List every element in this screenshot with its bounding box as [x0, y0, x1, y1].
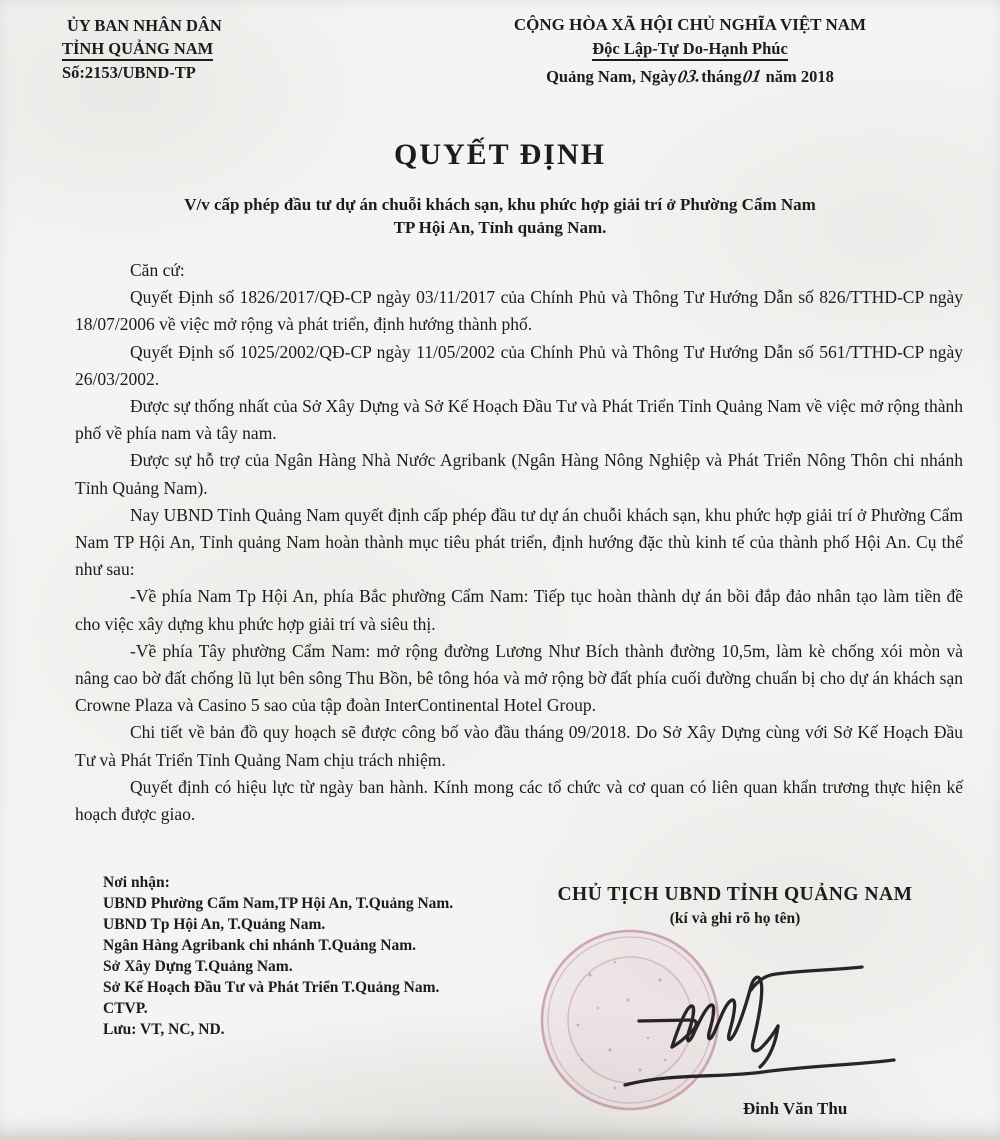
recipient-line: Ngân Hàng Agribank chi nhánh T.Quảng Nam.	[103, 937, 416, 954]
issuing-authority-block	[62, 14, 222, 84]
document-title: QUYẾT ĐỊNH	[394, 138, 606, 171]
month-label: tháng	[701, 67, 742, 86]
subtitle-line1: V/v cấp phép đầu tư dự án chuỗi khách sạn, khu phức hợp giải trí ở Phường Cẩm Nam	[184, 195, 816, 214]
handwritten-day: 03.	[676, 65, 703, 87]
official-stamp-and-signature	[520, 920, 920, 1130]
recipient-line: Sở Kế Hoạch Đầu Tư và Phát Triển T.Quảng Nam.	[103, 979, 440, 996]
signer-title: CHỦ TỊCH UBND TỈNH QUẢNG NAM	[557, 884, 913, 905]
body-paragraph: Quyết Định số 1025/2002/QĐ-CP ngày 11/05/2002 của Chính Phủ và Thông Tư Hướng Dẫn số 561/TTHD-CP ngày 26/03/2002.	[75, 341, 963, 389]
national-motto-line2: Độc Lập-Tự Do-Hạnh Phúc	[455, 39, 925, 59]
recipient-line: UBND Phường Cẩm Nam,TP Hội An, T.Quảng Nam.	[103, 895, 454, 912]
body-paragraph: Được sự hỗ trợ của Ngân Hàng Nhà Nước Agribank (Ngân Hàng Nông Nghiệp và Phát Triển Nông Thôn chi nhánh Tỉnh Quảng Nam).	[75, 450, 963, 498]
body-paragraph: -Về phía Nam Tp Hội An, phía Bắc phường Cẩm Nam: Tiếp tục hoàn thành dự án bồi đắp đảo nhân tạo làm tiền đề cho việc xây dựng khu phức hợp giải trí và siêu thị.	[75, 586, 963, 634]
document-body	[75, 257, 963, 828]
date-prefix: Quảng Nam, Ngày	[546, 67, 677, 86]
recipient-line: CTVP.	[103, 1000, 148, 1017]
date-line	[455, 66, 925, 87]
recipient-line: UBND Tp Hội An, T.Quảng Nam.	[103, 916, 326, 933]
year-suffix: năm 2018	[765, 67, 834, 86]
authority-province: TỈNH QUẢNG NAM	[62, 37, 222, 60]
signer-name: Đinh Văn Thu	[743, 1099, 848, 1118]
body-paragraph: Chi tiết về bản đồ quy hoạch sẽ được công bố vào đầu tháng 09/2018. Do Sở Xây Dựng cùng với Sở Kế Hoạch Đầu Tư và Phát Triển Tỉnh Quảng Nam chịu trách nhiệm.	[75, 722, 963, 770]
authority-name: ỦY BAN NHÂN DÂN	[67, 16, 222, 35]
body-paragraph: Quyết Định số 1826/2017/QĐ-CP ngày 03/11/2017 của Chính Phủ và Thông Tư Hướng Dẫn số 826/TTHD-CP ngày 18/07/2006 về việc mở rộng và phát triển, định hướng thành phố.	[75, 287, 963, 335]
body-paragraph: Quyết định có hiệu lực từ ngày ban hành. Kính mong các tổ chức và cơ quan có liên quan khẩn trương thực hiện kế hoạch được giao.	[75, 776, 963, 825]
national-motto-line1: CỘNG HÒA XÃ HỘI CHỦ NGHĨA VIỆT NAM	[513, 15, 867, 34]
recipients-heading: Nơi nhận:	[103, 874, 170, 891]
signature-instruction: (kí và ghi rõ họ tên)	[669, 910, 801, 927]
national-header-block	[455, 14, 925, 87]
subtitle-line2: TP Hội An, Tỉnh quảng Nam.	[393, 218, 607, 237]
recipients-block	[103, 872, 453, 1040]
body-paragraph: Nay UBND Tỉnh Quảng Nam quyết định cấp phép đầu tư dự án chuỗi khách sạn, khu phức hợp giải trí ở Phường Cẩm Nam TP Hội An, Tỉnh quảng Nam hoàn thành mục tiêu phát triển, định hướng đặc thù kinh tế của thành phố Hội An. Cụ thể như sau:	[75, 504, 963, 580]
body-paragraph: Căn cứ:	[130, 260, 185, 280]
body-paragraph: -Về phía Tây phường Cẩm Nam: mở rộng đường Lương Như Bích thành đường 10,5m, làm kè chống xói mòn và nâng cao bờ đất chống lũ lụt bên sông Thu Bồn, bê tông hóa và mở rộng bờ đất phía cuối đường chuẩn bị cho dự án khách sạn Crowne Plaza và Casino 5 sao của tập đoàn InterContinental Hotel Group.	[75, 640, 963, 716]
document-subtitle	[0, 193, 1000, 239]
recipient-line: Sở Xây Dựng T.Quảng Nam.	[103, 958, 293, 975]
body-paragraph: Được sự thống nhất của Sở Xây Dựng và Sở Kế Hoạch Đầu Tư và Phát Triển Tỉnh Quảng Nam về việc mở rộng thành phố về phía nam và tây nam.	[75, 396, 963, 444]
document-number: Số:2153/UBND-TP	[62, 63, 196, 82]
recipient-line: Lưu: VT, NC, ND.	[103, 1021, 225, 1038]
handwritten-month: 01	[740, 65, 763, 87]
